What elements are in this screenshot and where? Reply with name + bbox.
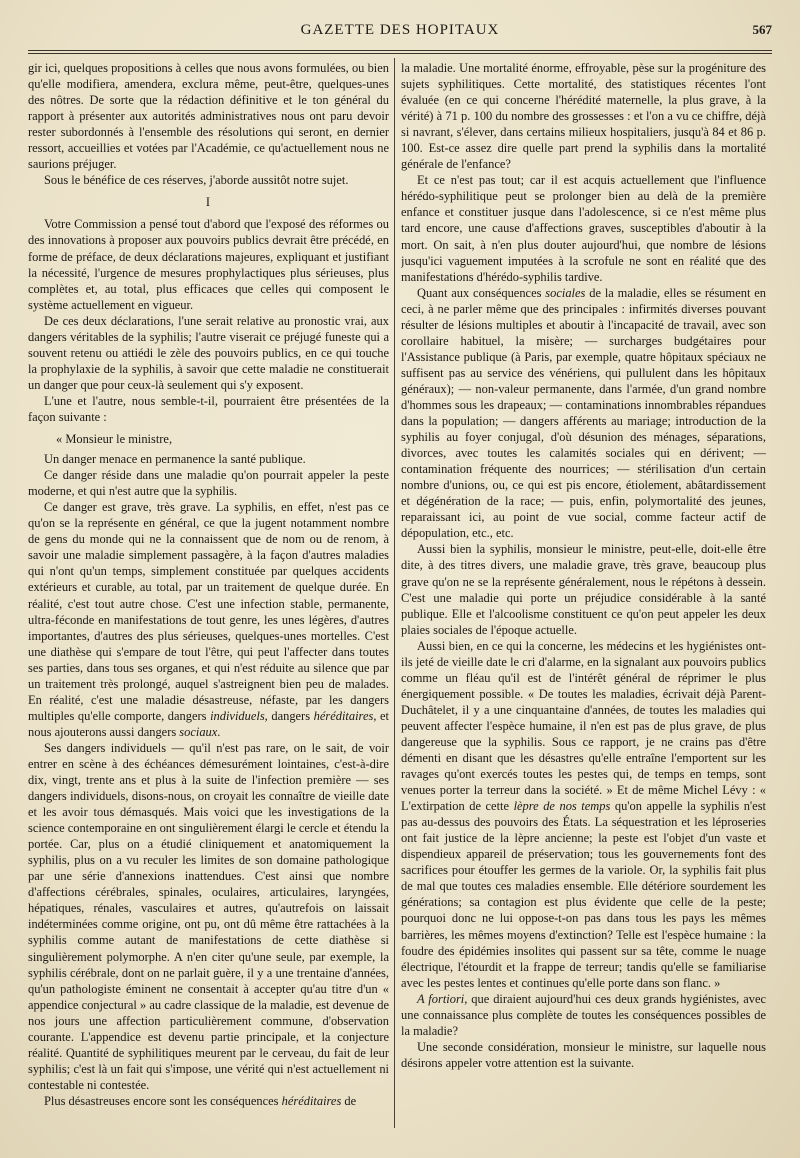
journal-title: GAZETTE DES HOPITAUX bbox=[300, 22, 500, 38]
text-run: de bbox=[341, 1093, 357, 1108]
paragraph: Une seconde considération, monsieur le ministre, sur laquelle nous désirons appeler votre attention est la suivante. bbox=[401, 1039, 766, 1070]
left-column bbox=[28, 60, 389, 1135]
right-column bbox=[401, 60, 766, 1135]
text-run: . bbox=[217, 724, 221, 739]
paragraph bbox=[401, 638, 766, 991]
text-run: Ce danger est grave, très grave. La syphilis, en effet, n'est pas ce qu'on se la représente en général, ce que la jugent notamment nombre de gens du monde qui ne la connaissent que de nom ou de renom, à savoir une maladie simplement passagère, à la façon d'autres maladies qui n'ont qu'un temps, simplement constituée par quelques accidents extérieurs et curable, au total, par un traitement de quelque durée. En réalité, c'est tout autre chose. C'est une infection stable, permanente, ultra-féconde en manifestations de tout genre, les unes légères, d'autres importantes, d'autres des plus sérieuses, quelques-unes mortelles. C'est une diathèse qui s'empare de tout l'être, qui peut l'affecter dans toutes ses parties, dans tous ses organes, et qui n'est réduite au silence que par un traitement très prolongé, auquel s'astreignent bien peu de malades. En réalité, c'est une maladie désastreuse, néfaste, par les dangers multiples qu'elle comporte, dangers bbox=[28, 500, 389, 723]
paragraph: la maladie. Une mortalité énorme, effroyable, pèse sur la progéniture des sujets syphilitiques. Cette mortalité, des statistiques récentes l'ont évaluée (en ce qui concerne l'hérédité maternelle, la plus grave, à la vérité) à 71 p. 100 du nombre des grossesses : et l'on a vu ce chiffre, déjà si navrant, s'élever, dans certains milieux hospitaliers, jusqu'à 84 et 86 p. 100. Est-ce assez dire quelle part prend la syphilis dans la mortalité générale de l'enfance? bbox=[401, 61, 766, 172]
italic-term: A fortiori bbox=[417, 991, 465, 1006]
column-divider bbox=[394, 58, 395, 1128]
paragraph: L'une et l'autre, nous semble-t-il, pourraient être présentées de la façon suivante : bbox=[28, 393, 389, 424]
text-run: qu'on appelle la syphilis n'est pas au-dessus des pouvoirs des États. La séquestration et les léproseries ont fait justice de la lèpre ancienne; la peste est l'objet d'un vaste et dispendieux appareil de préservation; tous les gouvernements font des sacrifices pour étouffer les germes de la variole. Or, la syphilis fait plus de mal que toutes ces maladies ensemble. Elle détériore sourdement les générations; sa contagion est plus évidente que celle de la peste; pourquoi donc ne lui oppose-t-on pas dans tous les pays les mêmes barrières, les mêmes moyens d'extinction? Telle est l'espèce humaine : la foudre des épidémies insolites qui passent sur sa tête, comme le nuage électrique, l'étourdit et la frappe de terreur; tandis qu'elle se familiarise avec les pestes lentes et continues qu'elle porte dans son flanc. » bbox=[401, 799, 766, 990]
paragraph bbox=[28, 499, 389, 740]
paragraph: Ce danger réside dans une maladie qu'on pourrait appeler la peste moderne, et qui n'est autre que la syphilis. bbox=[28, 468, 389, 499]
text-run: Plus désastreuses encore sont les conséquences bbox=[44, 1093, 282, 1108]
paragraph: Aussi bien la syphilis, monsieur le ministre, peut-elle, doit-elle être dite, à des titres divers, une maladie grave, très grave, beaucoup plus grave qu'on ne se la représente généralement, nous le répétons à dessein. C'est une maladie qui porte un préjudice considérable à la santé publique. Elle et l'alcoolisme constituent ce qu'on peut appeler les deux plaies sociales de l'époque actuelle. bbox=[401, 542, 766, 637]
italic-term: sociales bbox=[545, 285, 586, 300]
salutation: « Monsieur le ministre, bbox=[56, 432, 173, 447]
text-run: de la maladie, elles se résument en ceci, à ne parler même que des principales : infirmités diverses pouvant résulter de lésions multiples et aboutir à l'incapacité de travail, avec son corollaire habituel, la misère; — surcharges budgétaires pour l'Assistance publique (à Paris, par exemple, quatre hôpitaux spéciaux ne suffisent pas au service des vénériens, qui pullulent dans les hôpitaux généraux); — non-valeur permanente, dans l'armée, d'un grand nombre d'hommes sous les drapeaux; — contaminations innombrables répandues dans la population; — dangers afférents au mariage; introduction de la syphilis au foyer conjugal, d'où désunion des ménages, séparations, divorces, avec toutes les calamités sociales qui en dérivent; — contamination fréquente des nourrices; — stérilisation d'un certain nombre d'unions, ou, ce qui est pis encore, étiolement, abâtardissement et dégénération de la race; — puis, enfin, polymortalité des jeunes, reparaissant ici, au point de vue social, comme facteur actif de dépopulation, etc., etc. bbox=[401, 285, 766, 541]
text-run: Quant aux conséquences bbox=[417, 285, 546, 300]
page-number: 567 bbox=[752, 22, 772, 37]
paragraph: Votre Commission a pensé tout d'abord que l'exposé des réformes ou des innovations à proposer aux pouvoirs publics devrait être précédé, en forme de préface, de deux déclarations majeures, expliquant et justifiant la nécessité, l'urgence de mesures prophylactiques plus sérieuses, plus complètes et, au total, plus efficaces que celles qui composent le système actuellement en vigueur. bbox=[28, 217, 389, 312]
italic-term: individuels bbox=[210, 708, 265, 723]
paragraph: Et ce n'est pas tout; car il est acquis actuellement que l'influence hérédo-syphilitique peut se prolonger bien au delà de la première enfance et constituer jusque dans l'adolescence, si ce n'est même plus tard encore, une cause d'affections graves, susceptibles d'aboutir à la mort. On sait, à n'en plus douter aujourd'hui, que nombre de lésions jusqu'ici vaguement imputées à la scrofule ne sont en réalité que des manifestations d'hérédo-syphilis tardive. bbox=[401, 173, 766, 284]
header-rule bbox=[28, 50, 772, 54]
section-numeral: I bbox=[205, 195, 212, 210]
paragraph: De ces deux déclarations, l'une serait relative au pronostic vrai, aux dangers véritables de la syphilis; l'autre viserait ce préjugé funeste qui a souvent retenu ou attiédi le zèle des pouvoirs publics, en ce qui touche la prophylaxie de la syphilis, à savoir que cette maladie ne constituerait un danger que pour ceux-là seulement qui s'y exposent. bbox=[28, 313, 389, 392]
paragraph: Ses dangers individuels — qu'il n'est pas rare, on le sait, de voir entrer en scène à des échéances démesurément lointaines, c'est-à-dire dix, vingt, trente ans et plus à la suite de l'infection première — ses dangers individuels, disons-nous, on croyait les connaître de vieille date et les avoir tous démasqués. Mais voici que les investigations de la science contemporaine en ont singulièrement élargi le cercle et étendu la portée. Car, plus on a étudié cliniquement et anatomiquement la syphilis, plus on a vu reculer les limites de son domaine pathologique par une série d'annexions inattendues. C'est ainsi que nombre d'affections cérébrales, spinales, oculaires, articulaires, laryngées, hépatiques, rénales, vasculaires et autres, qu'autrefois on laissait indéterminées comme origine, ont pu, ont dû même être rattachées à la syphilis comme autant de manifestations de cette diathèse si singulièrement polymorphe. A n'en citer qu'une seule, par exemple, la syphilis cérébrale, dont on ne parlait guère, il y a une trentaine d'années, qu'un pathologiste éminent ne consentait à accepter qu'au titre d'un « appendice conjectural » au cadre classique de la maladie, est devenue de nos jours une affection particulièrement commune, d'observation courante. L'appendice est devenu partie principale, et la conjecture réalité. Quantité de syphilitiques meurent par le cerveau, du fait de leur syphilis; c'est là un fait qui s'impose, une vérité qui n'est actuellement ni contestable ni contestée. bbox=[28, 740, 389, 1092]
text-run: , dangers bbox=[264, 708, 314, 723]
text-run: , que diraient aujourd'hui ces deux grands hygiénistes, avec une connaissance plus complète de toutes les conséquences possibles de la maladie? bbox=[401, 991, 766, 1038]
italic-term: lèpre de nos temps bbox=[513, 799, 611, 814]
text-run: , et nous ajouterons aussi dangers bbox=[28, 708, 389, 739]
page-header bbox=[28, 22, 772, 44]
italic-term: héréditaires bbox=[313, 708, 374, 723]
paragraph bbox=[401, 285, 766, 542]
text-run: Aussi bien, en ce qui la concerne, les médecins et les hygiénistes ont-ils jeté de vieille date le cri d'alarme, en la signalant aux pouvoirs publics comme un fléau qu'il est de l'intérêt général de réprimer le plus énergiquement possible. « De toutes les maladies, écrivait déjà Parent-Duchâtelet, il y a une cinquantaine d'années, de toutes les maladies qui peuvent affecter l'espèce humaine, il n'en est pas de plus grave, de plus dangereuse que la syphilis. Sous ce rapport, je ne crains pas d'être démenti en disant que les désastres qu'elle entraîne l'emportent sur les ravages qu'ont exercés toutes les pestes qui, de temps en temps, sont venues porter la terreur dans la société. » Et de même Michel Lévy : « L'extirpation de cette bbox=[401, 638, 766, 814]
paragraph: Sous le bénéfice de ces réserves, j'aborde aussitôt notre sujet. bbox=[44, 173, 349, 188]
paragraph: gir ici, quelques propositions à celles que nous avons formulées, ou bien qu'elle modifiera, amendera, exclura même, peut-être, quelques-unes des nôtres. De sorte que la rédaction définitive et le ton général du rapport à présenter aux autorités administratives nous ont paru devoir rester subordonnés à l'ensemble des résolutions qui seront, en dernier ressort, accueillies et votées par l'Académie, ce qu'actuellement nous ne saurions préjuger. bbox=[28, 61, 389, 172]
paragraph: Un danger menace en permanence la santé publique. bbox=[44, 452, 306, 467]
italic-term: sociaux bbox=[179, 724, 218, 739]
paragraph bbox=[401, 991, 766, 1039]
paragraph bbox=[28, 1093, 389, 1109]
italic-term: héréditaires bbox=[281, 1093, 342, 1108]
